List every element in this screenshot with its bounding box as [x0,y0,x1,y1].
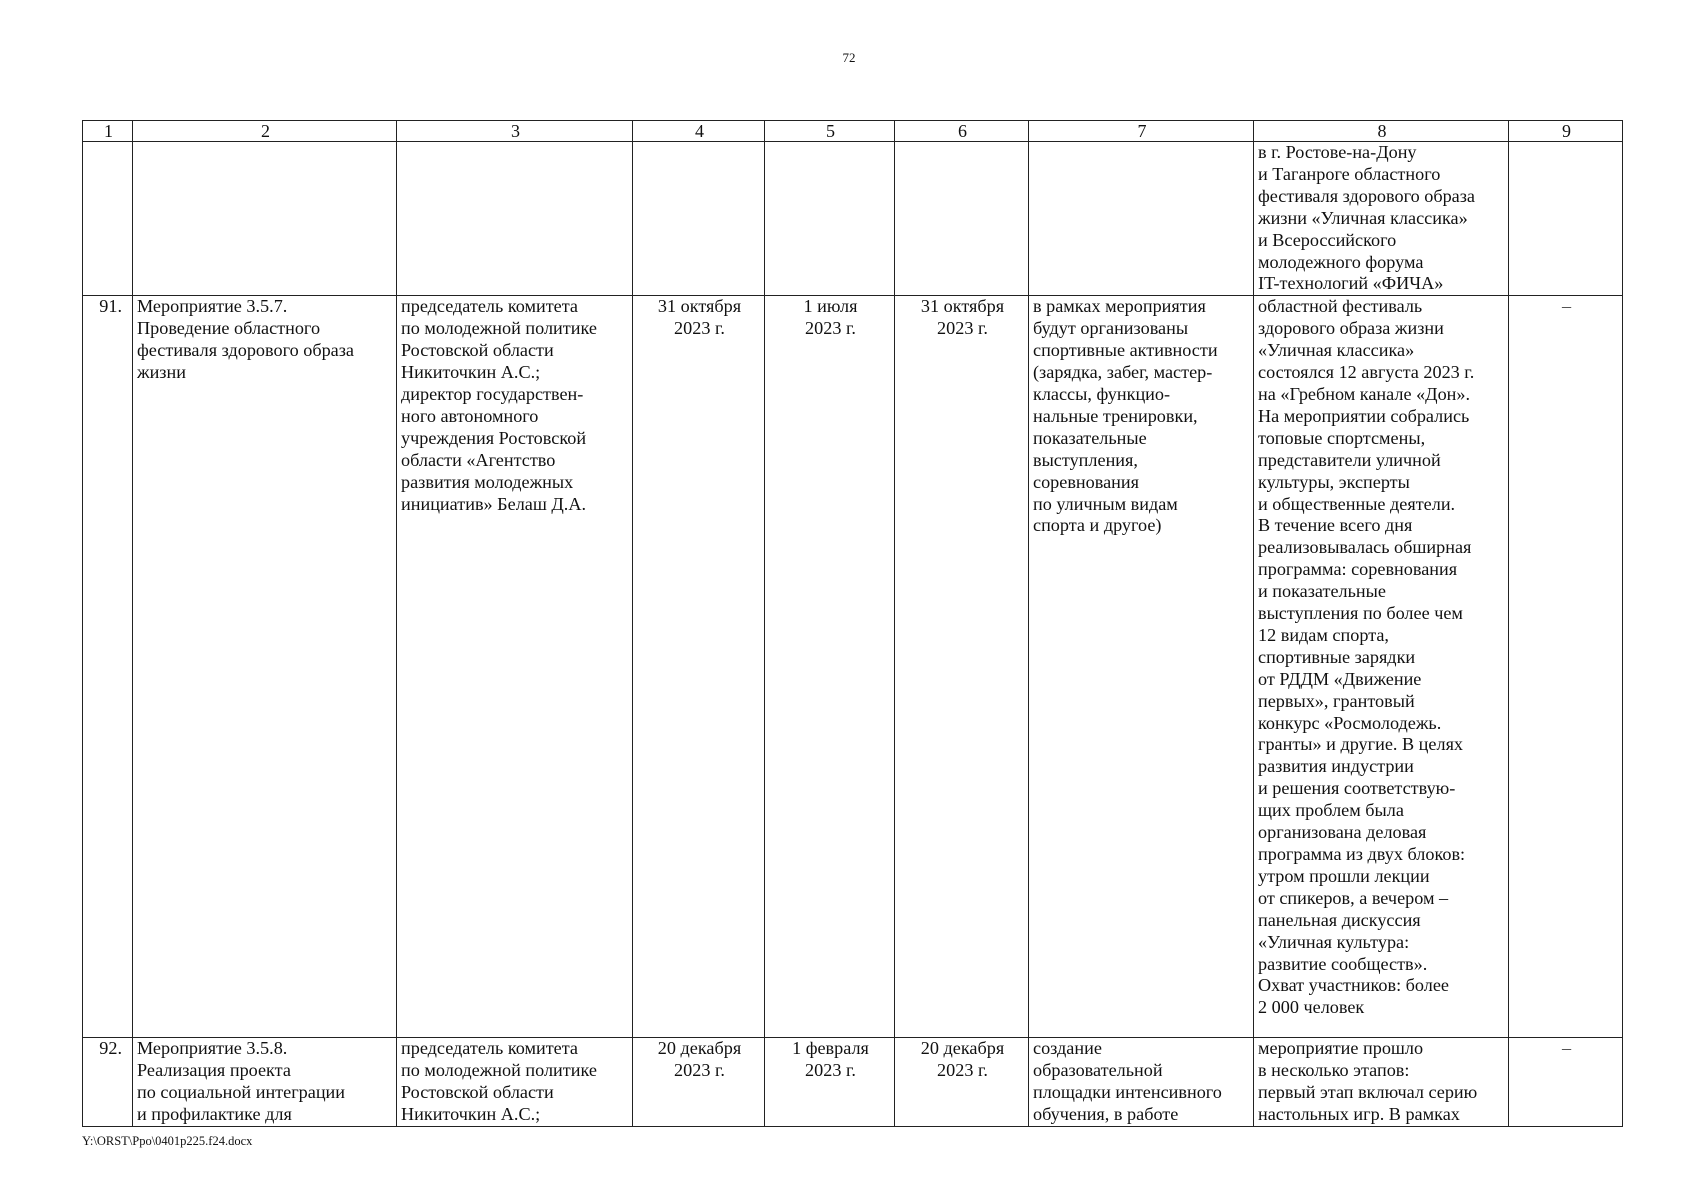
responsible-cell [397,142,633,296]
header-cell-5: 5 [765,121,895,142]
responsible-cell: председатель комитета по молодежной политике Ростовской области Никиточкин А.С.; директор государствен- ного автономного учреждения Ростовской области «Агентство развития молодежных инициатив» Белаш Д.А. [397,296,633,1038]
planned-result-cell: в рамках мероприятия будут организованы спортивные активности (зарядка, забег, мастер- классы, функцио- нальные тренировки, показательные выступления, соревнования по уличным видам спорта и другое) [1029,296,1254,1038]
date-cell-4 [633,142,765,296]
table-row-continuation [83,142,1623,296]
header-cell-1: 1 [83,121,133,142]
header-row [83,121,1623,142]
actual-result-cell: в г. Ростове-на-Дону и Таганроге областного фестиваля здорового образа жизни «Уличная классика» и Всероссийского молодежного форума IT-технологий «ФИЧА» [1254,142,1509,296]
header-cell-6: 6 [895,121,1029,142]
header-cell-4: 4 [633,121,765,142]
event-name-cell: Мероприятие 3.5.7. Проведение областного фестиваля здорового образа жизни [133,296,397,1038]
date-cell-5: 1 февраля 2023 г. [765,1038,895,1127]
header-cell-8: 8 [1254,121,1509,142]
date-cell-6: 31 октября 2023 г. [895,296,1029,1038]
footer-file-path: Y:\ORST\Ppo\0401p225.f24.docx [82,1134,253,1148]
header-cell-3: 3 [397,121,633,142]
notes-cell [1509,142,1623,296]
row-number-cell: 92. [83,1038,133,1127]
row-number-cell: 91. [83,296,133,1038]
actual-result-cell: областной фестиваль здорового образа жизни «Уличная классика» состоялся 12 августа 2023 г. на «Гребном канале «Дон». На мероприятии собрались топовые спортсмены, представители уличной культуры, эксперты и общественные деятели. В течение всего дня реализовывалась обширная программа: соревнования и показательные выступления по более чем 12 видам спорта, спортивные зарядки от РДДМ «Движение первых», грантовый конкурс «Росмолодежь. гранты» и другие. В целях развития индустрии и решения соответствую- щих проблем была организована деловая программа из двух блоков: утром прошли лекции от спикеров, а вечером – панельная дискуссия «Уличная культура: развитие сообществ». Охват участников: более 2 000 человек [1254,296,1509,1038]
header-cell-2: 2 [133,121,397,142]
plan-table [82,120,1623,1127]
notes-cell: – [1509,296,1623,1038]
date-cell-5 [765,142,895,296]
notes-cell: – [1509,1038,1623,1127]
header-cell-7: 7 [1029,121,1254,142]
date-cell-5: 1 июля 2023 г. [765,296,895,1038]
date-cell-4: 20 декабря 2023 г. [633,1038,765,1127]
planned-result-cell: создание образовательной площадки интенсивного обучения, в работе [1029,1038,1254,1127]
event-name-cell: Мероприятие 3.5.8. Реализация проекта по социальной интеграции и профилактике для [133,1038,397,1127]
table-row-91 [83,296,1623,1038]
date-cell-6 [895,142,1029,296]
responsible-cell: председатель комитета по молодежной политике Ростовской области Никиточкин А.С.; [397,1038,633,1127]
actual-result-cell: мероприятие прошло в несколько этапов: первый этап включал серию настольных игр. В рамках [1254,1038,1509,1127]
row-number-cell [83,142,133,296]
event-name-cell [133,142,397,296]
table-row-92 [83,1038,1623,1127]
date-cell-6: 20 декабря 2023 г. [895,1038,1029,1127]
date-cell-4: 31 октября 2023 г. [633,296,765,1038]
page-number: 72 [842,50,856,65]
planned-result-cell [1029,142,1254,296]
header-cell-9: 9 [1509,121,1623,142]
